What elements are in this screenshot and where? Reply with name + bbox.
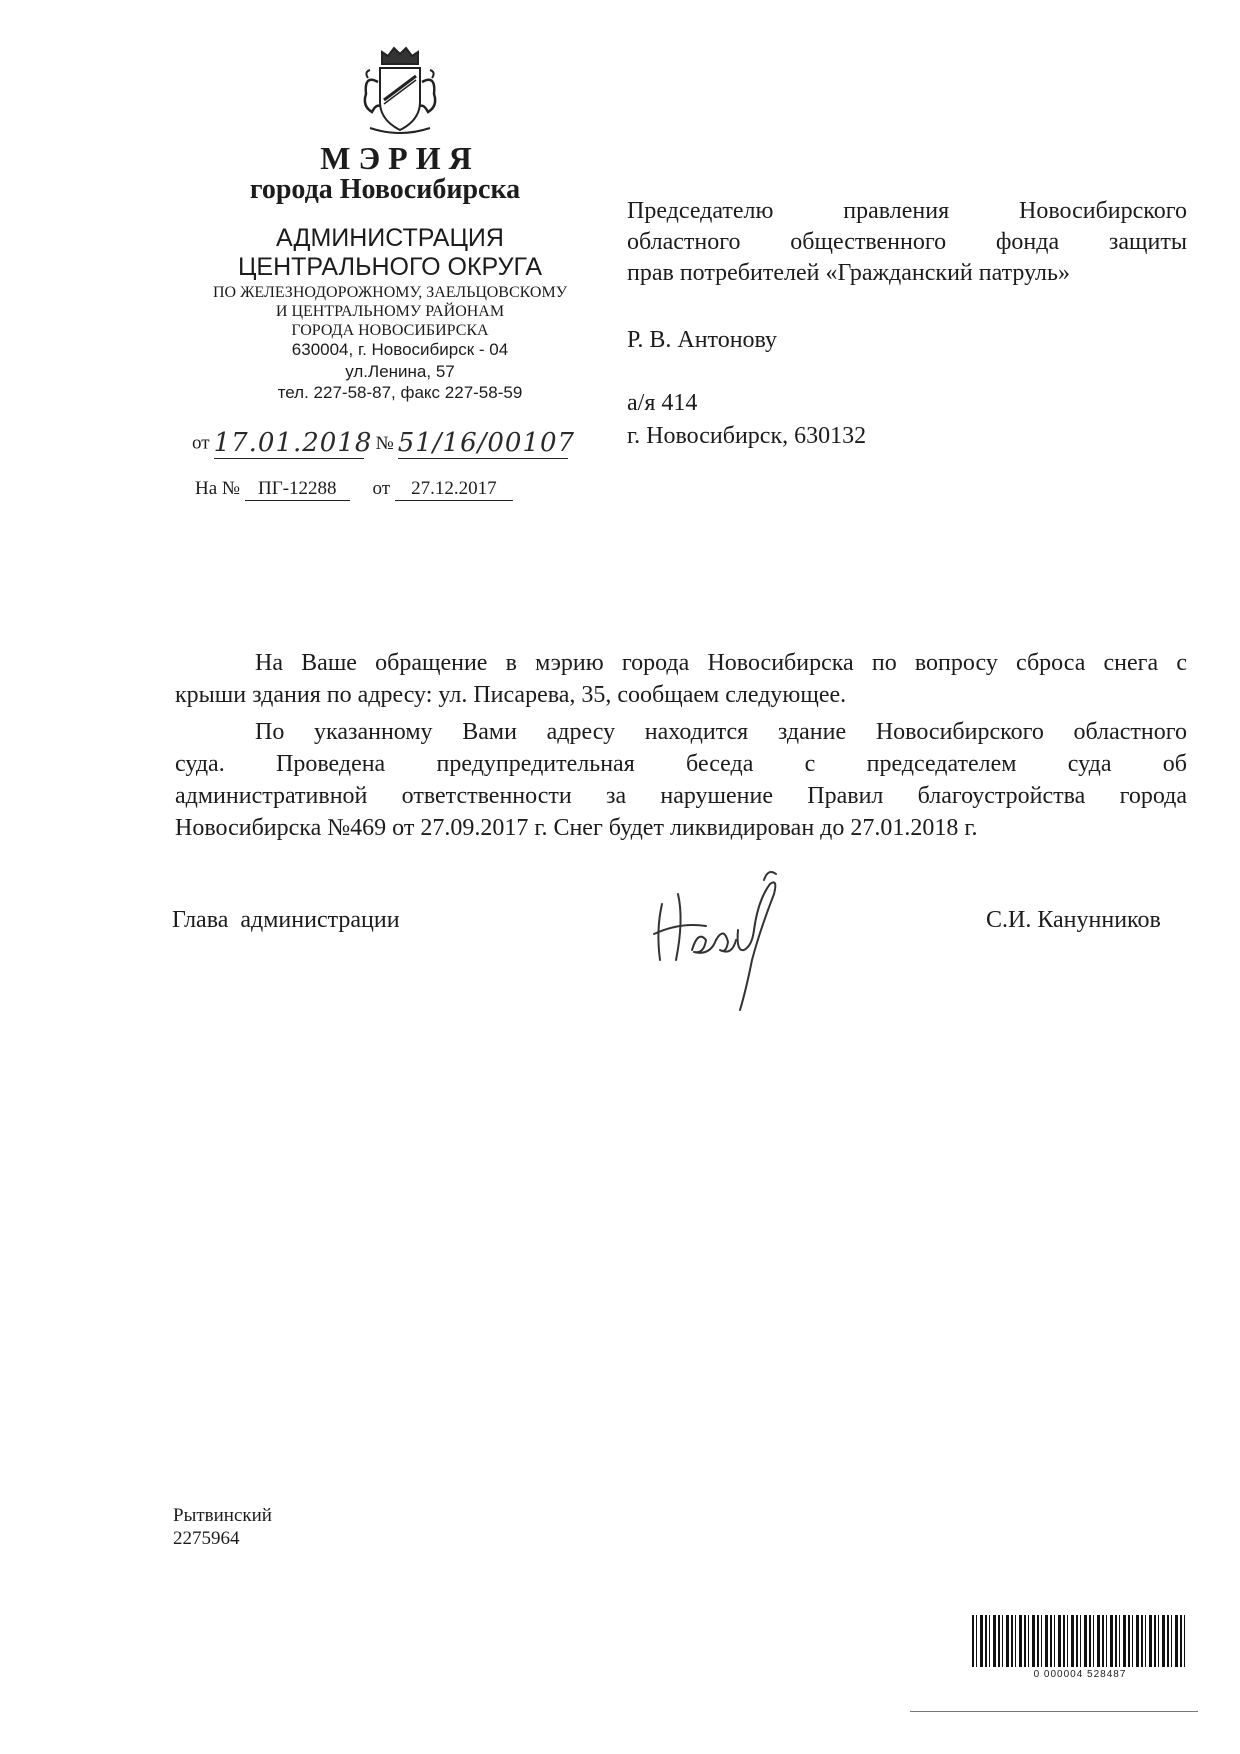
outgoing-date: 17.01.2018 — [213, 428, 373, 458]
reply-reference — [195, 478, 635, 508]
handwritten-signature — [640, 860, 810, 1020]
reply-from-label: от — [372, 478, 391, 499]
district-title: ЦЕНТРАЛЬНОГО ОКРУГА — [237, 253, 543, 281]
address-line-2: ул.Ленина, 57 — [345, 362, 455, 381]
recipient-name: Р. В. Антонову — [627, 327, 778, 353]
body-p1-line-2: крыши здания по адресу: ул. Писарева, 35, сообщаем следующее. — [175, 682, 847, 708]
signatory-name: С.И. Канунников — [986, 907, 1161, 933]
recipient-line-2: областного общественного фонда защиты — [627, 229, 1187, 255]
reply-number: ПГ-12288 — [245, 478, 350, 501]
executor-name: Рытвинский — [173, 1505, 272, 1526]
body-p1-line-1: На Ваше обращение в мэрию города Новосибирска по вопросу сброса снега с — [255, 650, 1187, 676]
body-p2-line-1: По указанному Вами адресу находится здание Новосибирского областного — [255, 719, 1187, 745]
recipient-line-1: Председателю правления Новосибирского — [627, 198, 1187, 224]
barcode — [972, 1615, 1202, 1695]
number-label: № — [375, 432, 394, 454]
executor-phone: 2275964 — [173, 1528, 240, 1549]
recipient-city: г. Новосибирск, 630132 — [627, 423, 867, 449]
districts-line-1: ПО ЖЕЛЕЗНОДОРОЖНОМУ, ЗАЕЛЬЦОВСКОМУ — [212, 284, 568, 301]
districts-line-3: ГОРОДА НОВОСИБИРСКА — [291, 322, 489, 339]
reply-date: 27.12.2017 — [395, 478, 513, 501]
mayoralty-title: МЭРИЯ — [320, 140, 480, 176]
signatory-position: Глава администрации — [172, 907, 400, 933]
body-p2-line-3: административной ответственности за нарушение Правил благоустройства города — [175, 783, 1187, 809]
barcode-bars — [972, 1615, 1188, 1667]
administration-title: АДМИНИСТРАЦИЯ — [276, 224, 504, 252]
address-line-1: 630004, г. Новосибирск - 04 — [291, 340, 509, 359]
districts-line-2: И ЦЕНТРАЛЬНОМУ РАЙОНАМ — [275, 303, 505, 320]
phone-fax-line: тел. 227-58-87, факс 227-58-59 — [277, 383, 523, 402]
barcode-number: 0 000004 528487 — [1033, 1669, 1127, 1680]
outgoing-number: 51/16/00107 — [397, 428, 576, 458]
coat-of-arms-icon — [350, 42, 450, 142]
outgoing-reference — [192, 428, 632, 468]
body-p2-line-4: Новосибирска №469 от 27.09.2017 г. Снег будет ликвидирован до 27.01.2018 г. — [175, 815, 978, 841]
recipient-line-3: прав потребителей «Гражданский патруль» — [627, 260, 1070, 286]
body-p2-line-2: суда. Проведена предупредительная беседа с председателем суда об — [175, 751, 1187, 777]
reply-label: На № — [195, 478, 241, 499]
city-title: города Новосибирска — [249, 174, 521, 205]
recipient-pobox: а/я 414 — [627, 390, 698, 416]
from-label: от — [192, 432, 210, 454]
footer-divider — [910, 1711, 1198, 1712]
